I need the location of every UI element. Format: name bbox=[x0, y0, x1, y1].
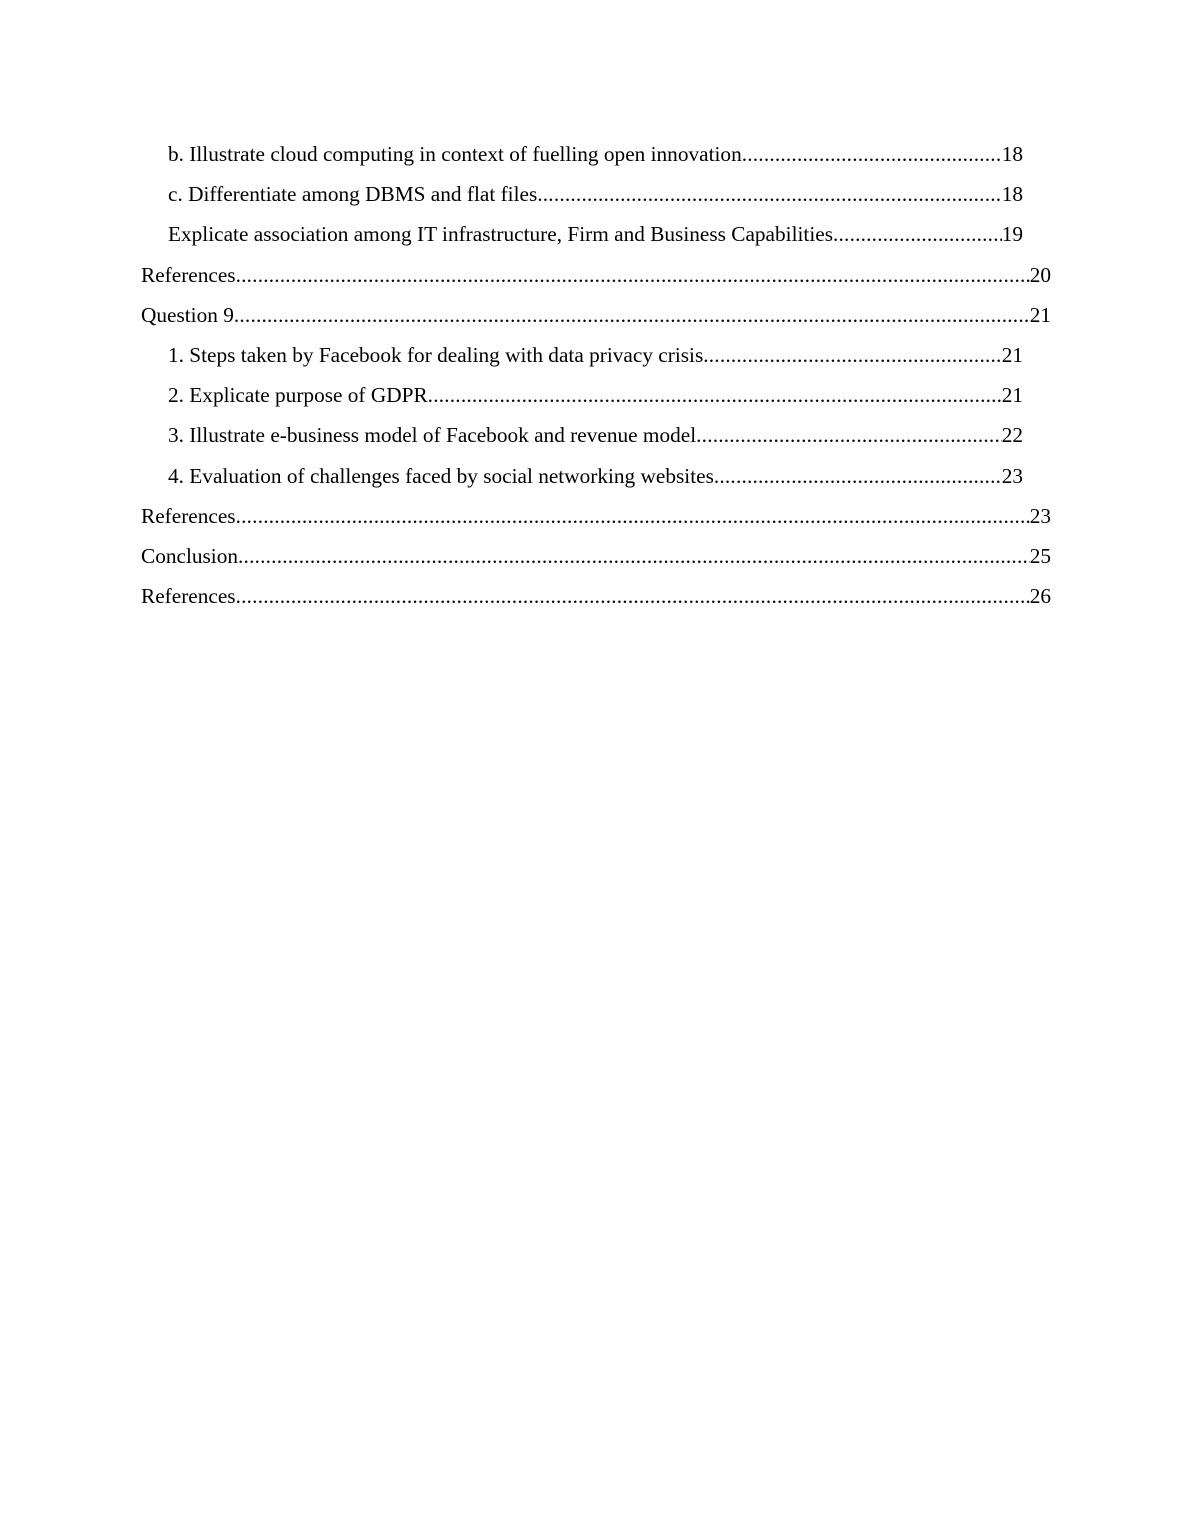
toc-entry-title: b. Illustrate cloud computing in context of fuelling open innovation bbox=[168, 142, 742, 166]
toc-entry-title: Question 9 bbox=[141, 302, 234, 327]
table-of-contents bbox=[141, 134, 1051, 616]
toc-dot-leader bbox=[238, 536, 1030, 576]
toc-entry[interactable] bbox=[141, 335, 1023, 375]
toc-entry-title: c. Differentiate among DBMS and flat files bbox=[168, 182, 538, 207]
toc-dot-leader bbox=[236, 255, 1030, 295]
toc-dot-leader bbox=[236, 496, 1030, 536]
toc-page-number: 23 bbox=[1001, 463, 1023, 488]
toc-page-number: 22 bbox=[1001, 423, 1023, 448]
toc-page-number: 21 bbox=[1029, 302, 1051, 327]
toc-entry[interactable] bbox=[141, 295, 1051, 335]
toc-entry[interactable] bbox=[141, 415, 1023, 455]
toc-dot-leader bbox=[428, 375, 1002, 415]
toc-dot-leader bbox=[742, 134, 1002, 174]
toc-entry-title: Explicate association among IT infrastructure, Firm and Business Capabilities bbox=[168, 222, 833, 247]
toc-page-number: 19 bbox=[1001, 222, 1023, 247]
toc-entry-title: 2. Explicate purpose of GDPR bbox=[168, 383, 428, 408]
toc-entry-title: References bbox=[141, 262, 236, 287]
toc-dot-leader bbox=[234, 295, 1030, 335]
toc-page-number: 20 bbox=[1029, 262, 1051, 287]
toc-entry-title: 4. Evaluation of challenges faced by social networking websites bbox=[168, 463, 714, 488]
toc-dot-leader bbox=[537, 174, 1001, 214]
toc-entry-title: 1. Steps taken by Facebook for dealing with data privacy crisis bbox=[168, 342, 704, 367]
toc-page-number: 18 bbox=[1001, 182, 1023, 207]
toc-dot-leader bbox=[236, 576, 1030, 616]
toc-entry[interactable] bbox=[141, 496, 1051, 536]
toc-dot-leader bbox=[833, 214, 1002, 254]
toc-entry-title: 3. Illustrate e-business model of Facebook and revenue model bbox=[168, 423, 697, 448]
toc-entry-title: References bbox=[141, 503, 236, 528]
toc-page-number: 25 bbox=[1029, 543, 1051, 568]
toc-page-number: 21 bbox=[1001, 342, 1023, 367]
toc-entry[interactable] bbox=[141, 255, 1051, 295]
toc-entry[interactable] bbox=[141, 134, 1023, 174]
toc-page-number: 26 bbox=[1029, 584, 1051, 609]
toc-page-number: 18 bbox=[1001, 142, 1023, 166]
toc-entry[interactable] bbox=[141, 456, 1023, 496]
toc-page-number: 23 bbox=[1029, 503, 1051, 528]
toc-entry-title: Conclusion bbox=[141, 543, 239, 568]
toc-dot-leader bbox=[703, 335, 1001, 375]
toc-page-number: 21 bbox=[1001, 383, 1023, 408]
toc-entry[interactable] bbox=[141, 536, 1051, 576]
toc-entry[interactable] bbox=[141, 375, 1023, 415]
toc-entry-title: References bbox=[141, 584, 236, 609]
toc-entry[interactable] bbox=[141, 214, 1023, 254]
toc-dot-leader bbox=[714, 456, 1002, 496]
toc-entry[interactable] bbox=[141, 576, 1051, 616]
toc-dot-leader bbox=[696, 415, 1002, 455]
toc-entry[interactable] bbox=[141, 174, 1023, 214]
